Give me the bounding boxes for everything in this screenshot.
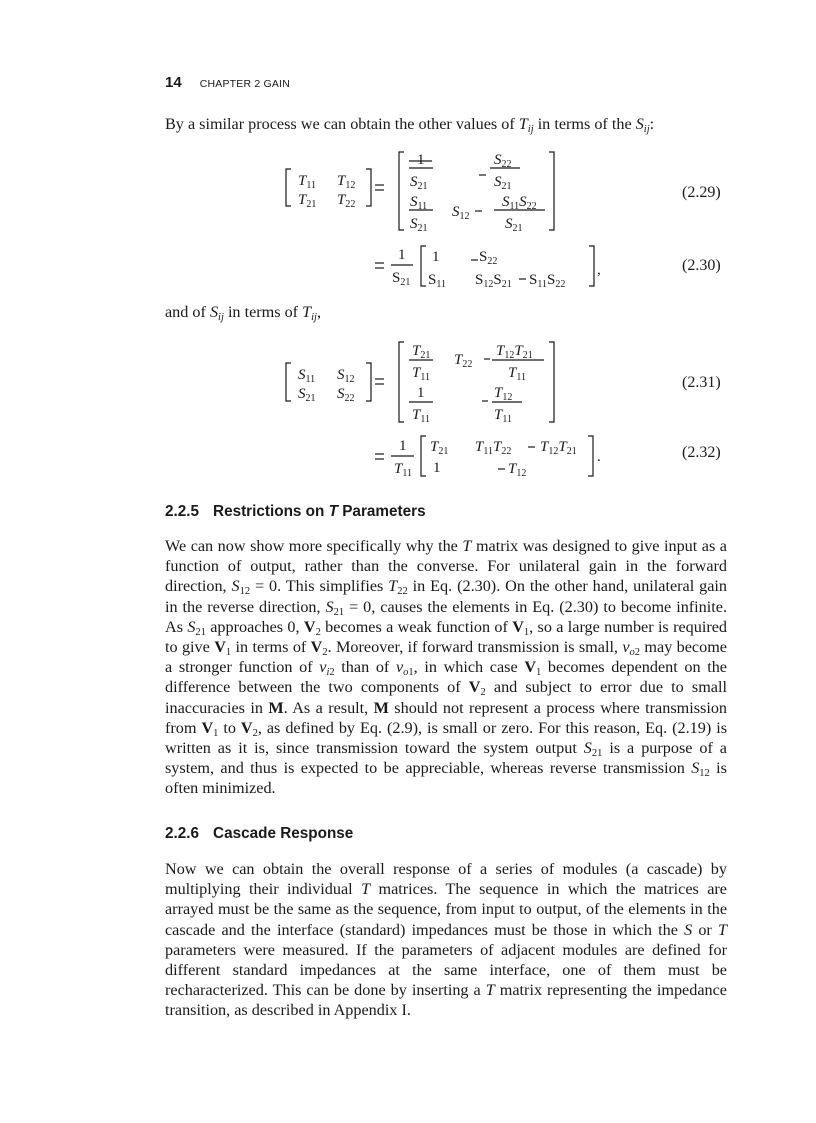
paragraph-restrictions: We can now show more specifically why the T matrix was designed to give input as a function of output, rather than the converse. For unilateral gain in the forward direction, $S_{12} = 0$. This simplifies $T_{22}$ in Eq. (2.30). On the other hand, unilateral gain in the reverse direction, $S_{21} = 0$, causes the elements in Eq. (2.30) to become infinite. As $S_{21}$ approaches 0, $V_2$ becomes a weak function of $V_1$, so a large number is required to give $V_1$ in terms of $V_2$. Moreover, if forward transmission is small, $vo_2$ may become a stronger function of $vi_2$ than of $vo_1$, in which case $V_1$ becomes dependent on the difference between the two components of $V_2$ and subject to error due to small inaccuracies in M. As a result, M should not represent a process where transmission from $V_1$ to $V_2$, as defined by Eq. (2.9), is small or zero. For this reason, Eq. (2.19) is written as it is, since transmission toward the system output $S_{21}$ is a purpose of a system, and thus is expected to be appreciable, whereas reverse transmission $S_{12}$ is often minimized. — [165, 537, 728, 798]
svg-text:S12: $S_{12}$ — [337, 367, 355, 385]
svg-text:S11: $S_{11}$ — [428, 272, 446, 290]
svg-text:T22: $T_{22}$ — [337, 192, 356, 210]
svg-text:T22: $T_{22}$ — [454, 352, 473, 370]
equation-number: (2.32) — [682, 444, 721, 461]
running-head — [165, 74, 290, 92]
chapter-title: CHAPTER 2 GAIN — [199, 78, 291, 90]
svg-text:T21: $T_{21}$ — [298, 192, 317, 210]
svg-text:1: 1 — [417, 152, 425, 168]
svg-text:.: . — [597, 449, 601, 465]
svg-text:T11: $T_{11}$ — [412, 365, 430, 383]
equation-number: (2.31) — [682, 374, 721, 391]
section-heading-2-2-5: 2.2.5 Restrictions on T Parameters — [165, 503, 426, 520]
svg-text:1: 1 — [432, 249, 440, 265]
svg-text:S22: $S_{22}$ — [479, 249, 498, 267]
svg-text:S21: $S_{21}$ — [298, 386, 316, 404]
svg-text:T11: $T_{11}$ — [298, 173, 316, 191]
svg-text:T12: $T_{12}$ — [494, 385, 513, 403]
intro-sentence: By a similar process we can obtain the other values of Tij in terms of the Sij: — [165, 115, 655, 135]
svg-text:T11T22: $T_{11}T_{22}$ — [475, 439, 512, 457]
svg-text:S21: $S_{21}$ — [410, 216, 428, 234]
svg-text:1: 1 — [433, 460, 441, 476]
and-of-sentence: and of Sij in terms of Tij, — [165, 303, 322, 323]
svg-text:T11: $T_{11}$ — [508, 365, 526, 383]
svg-text:S21: $S_{21}$ — [392, 270, 411, 288]
svg-text:S21: $S_{21}$ — [410, 174, 428, 192]
svg-text:S21: $S_{21}$ — [494, 174, 512, 192]
page-number: 14 — [165, 74, 182, 91]
svg-text:S11: $S_{11}$ — [410, 194, 428, 212]
svg-text:T11: $T_{11}$ — [412, 407, 430, 425]
svg-text:T21: $T_{21}$ — [412, 343, 431, 361]
svg-text:S11S22: $S_{11}S_{22}$ — [529, 272, 566, 290]
svg-text:T21: $T_{21}$ — [430, 439, 449, 457]
paragraph-cascade: Now we can obtain the overall response of a series of modules (a cascade) by multiplying their individual T matrices. The sequence in which the matrices are arrayed must be the same as the sequence, from input to output, of the elements in the cascade and the interface (standard) impedances must be those in which the S or T parameters were measured. If the parameters of adjacent modules are defined for different standard impedances at the same interface, one of them must be recharacterized. This can be done by inserting a T matrix representing the impedance transition, as described in Appendix I. — [165, 860, 728, 1020]
svg-text:S12S21: $S_{12}S_{21}$ — [475, 272, 512, 290]
svg-text:,: , — [597, 262, 601, 278]
svg-text:S11S22: $S_{11}S_{22}$ — [502, 194, 537, 212]
equation-number: (2.30) — [682, 257, 721, 274]
svg-text:S22: $S_{22}$ — [337, 386, 355, 404]
section-heading-2-2-6: 2.2.6 Cascade Response — [165, 825, 354, 842]
equation-number: (2.29) — [682, 184, 721, 201]
svg-text:T12T21: $T_{12}T_{21}$ — [540, 439, 577, 457]
svg-text:S22: $S_{22}$ — [494, 152, 512, 170]
svg-text:S11: $S_{11}$ — [298, 367, 316, 385]
svg-text:T12: $T_{12}$ — [337, 173, 356, 191]
svg-text:T12T21: $T_{12}T_{21}$ — [496, 343, 533, 361]
svg-text:S21: $S_{21}$ — [505, 216, 523, 234]
svg-text:T11: $T_{11}$ — [494, 407, 512, 425]
svg-text:1: 1 — [399, 438, 407, 454]
svg-text:S12: $S_{12}$ — [452, 204, 470, 222]
svg-text:T12: $T_{12}$ — [508, 461, 527, 479]
svg-text:1: 1 — [398, 247, 406, 263]
svg-text:T11: $T_{11}$ — [394, 461, 412, 479]
svg-text:1: 1 — [417, 385, 425, 401]
